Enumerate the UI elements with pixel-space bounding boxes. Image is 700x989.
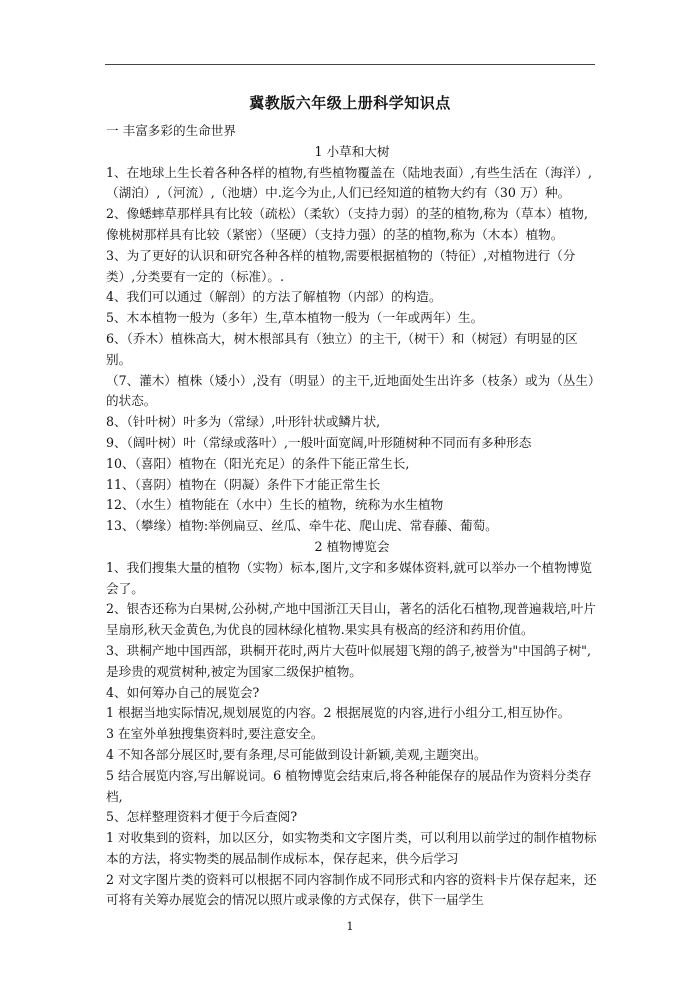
text-paragraph: 1、我们搜集大量的植物（实物）标本,图片,文字和多媒体资料,就可以举办一个植物博览会了。 xyxy=(106,559,592,596)
text-paragraph: 3 在室外单独搜集资料时,要注意安全。 xyxy=(106,726,324,742)
text-paragraph: 6、（乔木）植株高大，树木根部具有（独立）的主干,（树干）和（树冠）有明显的区别。 xyxy=(106,330,578,367)
text-paragraph: 5、怎样整理资料才便于今后查阅? xyxy=(106,809,298,825)
text-paragraph: 2 对文字图片类的资料可以根据不同内容制作成不同形式和内容的资料卡片保存起来，还可将有关筹办展览会的情况以照片或录像的方式保存，供下一届学生 xyxy=(106,871,597,908)
page-number: 1 xyxy=(346,920,354,933)
text-paragraph: 12、（水生）植物能在（水中）生长的植物，统称为水生植物 xyxy=(106,497,444,513)
text-paragraph: 2、银杏还称为白果树,公孙树,产地中国浙江天目山，著名的活化石植物,现普遍栽培,叶片呈扇形,秋天金黄色,为优良的园林绿化植物.果实具有极高的经济和药用价值。 xyxy=(106,601,596,638)
text-paragraph: 9、（阔叶树）叶（常绿或落叶）,一般叶面宽阔,叶形随树种不同而有多种形态 xyxy=(106,434,532,450)
text-paragraph: 1 根据当地实际情况,规划展览的内容。2 根据展览的内容,进行小组分工,相互协作。 xyxy=(106,705,571,721)
text-paragraph: 10、（喜阳）植物在（阳光充足）的条件下能正常生长, xyxy=(106,455,410,471)
text-paragraph: 1、在地球上生长着各种各样的植物,有些植物覆盖在（陆地表面）,有些生活在（海洋）,（湖泊）,（河流）,（池塘）中.迄今为止,人们已经知道的植物大约有（30 万）种。 xyxy=(106,164,592,201)
text-paragraph: 一 丰富多彩的生命世界 xyxy=(106,123,236,138)
text-paragraph: 5、木本植物一般为（多年）生,草本植物一般为（一年或两年）生。 xyxy=(106,310,484,326)
text-paragraph: 1 对收集到的资料，加以区分，如实物类和文字图片类，可以利用以前学过的制作植物标本的方法，将实物类的展品制作成标本，保存起来，供今后学习 xyxy=(106,830,597,866)
section-heading: 1 小草和大树 xyxy=(314,143,390,159)
header-rule xyxy=(105,64,595,65)
text-paragraph: 3、珙桐产地中国西部，珙桐开花时,两片大苞叶似展翅飞翔的鸽子,被誉为"中国鸽子树",是珍贵的观赏树种,被定为国家二级保护植物。 xyxy=(106,642,591,679)
text-paragraph: 8、（针叶树）叶多为（常绿）,叶形针状或鳞片状, xyxy=(106,414,381,430)
text-paragraph: 3、为了更好的认识和研究各种各样的植物,需要根据植物的（特征）,对植物进行（分类）,分类要有一定的（标准）。. xyxy=(106,247,576,284)
text-paragraph: 4 不知各部分展区时,要有条理,尽可能做到设计新颖,美观,主题突出。 xyxy=(106,746,487,762)
text-paragraph: 13、（攀缘）植物:举例扁豆、丝瓜、牵牛花、爬山虎、常春藤、葡萄。 xyxy=(106,518,498,534)
text-paragraph: 4、如何筹办自己的展览会? xyxy=(106,684,260,700)
text-paragraph: 5 结合展览内容,写出解说词。6 植物博览会结束后,将各种能保存的展品作为资料分类存档, xyxy=(106,767,592,804)
document-title: 冀教版六年级上册科学知识点 xyxy=(249,94,451,112)
text-paragraph: 11、（喜阴）植物在（阴凝）条件下才能正常生长 xyxy=(106,476,381,492)
text-paragraph: 2、像蟋蟀草那样具有比较（疏松）（柔软）（支持力弱）的茎的植物,称为（草本）植物,像桃树那样具有比较（紧密）（坚硬）（支持力强）的茎的植物,称为（木本）植物。 xyxy=(106,206,588,242)
section-heading: 2 植物博览会 xyxy=(314,538,390,554)
text-paragraph: （7、灌木）植株（矮小）,没有（明显）的主干,近地面处生出许多（枝条）或为（丛生）的状态。 xyxy=(106,372,595,409)
document-body xyxy=(106,121,598,911)
text-paragraph: 4、我们可以通过（解剖）的方法了解植物（内部）的构造。 xyxy=(106,289,442,305)
